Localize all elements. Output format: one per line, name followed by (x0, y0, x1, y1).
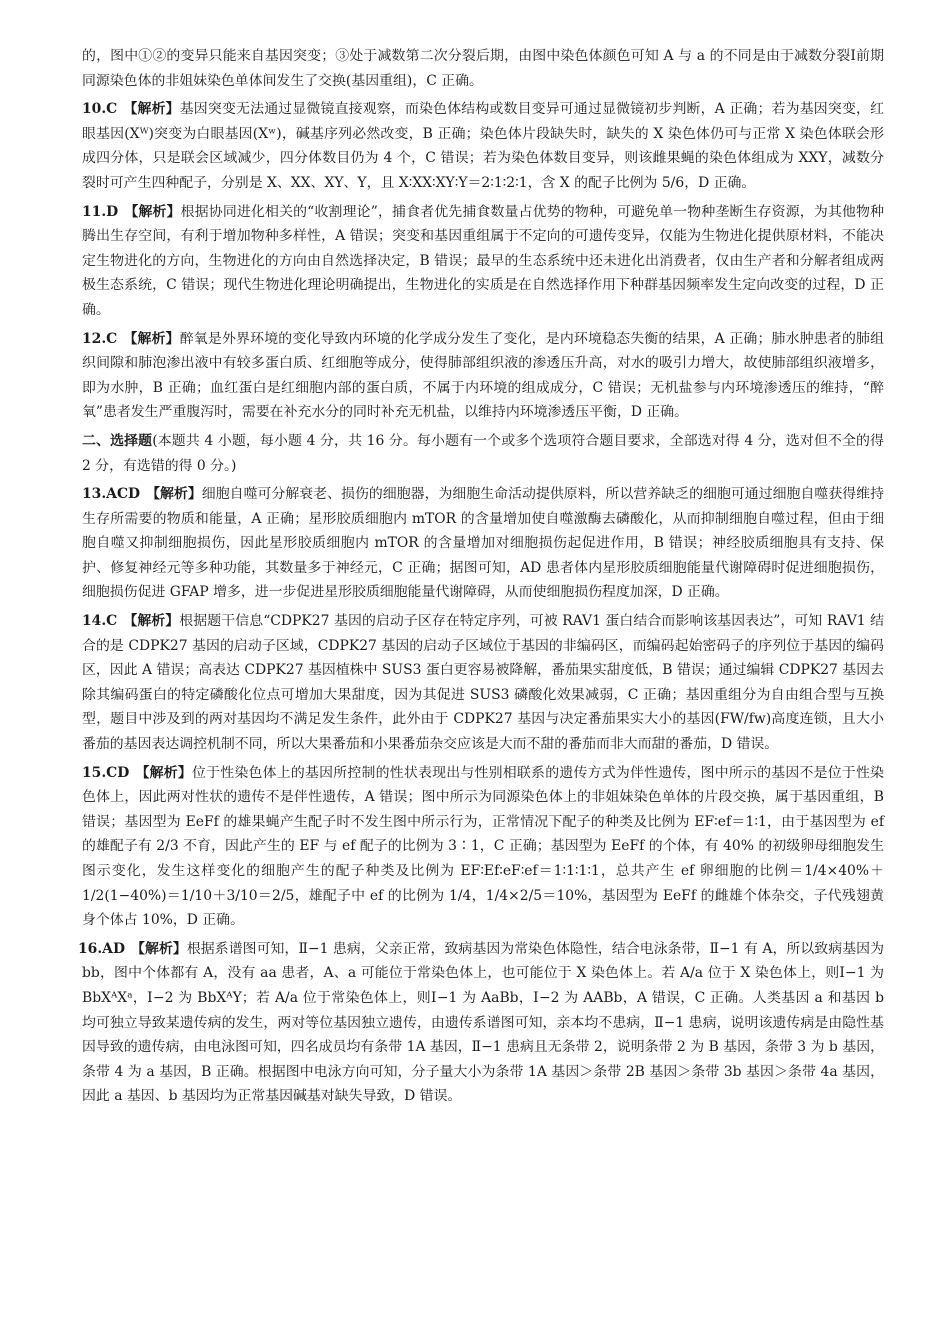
question-number: 12. (82, 330, 107, 347)
question-13 (82, 482, 884, 605)
question-number: 16. (78, 940, 103, 957)
analysis-tag: 【解析】 (123, 330, 180, 347)
question-number: 13. (82, 486, 107, 503)
analysis-text: 根据系谱图可知，Ⅱ−1 患病，父亲正常，致病基因为常染色体隐性，结合电泳条带，Ⅱ−1 有 A，所以致病基因为 bb，图中个体都有 A，没有 aa 患者，A、a 可能位于常染色体上，也可能位于 X 染色体上。若 A/a 位于 X 染色体上，则Ⅰ−1 为 BbXᴬXᵃ，Ⅰ−2 为 BbXᴬY；若 A/a 位于常染色体上，则Ⅰ−1 为 AaBb，Ⅰ−2 为 AABb，A 错误，C 正确。人类基因 a 和基因 b 均可独立导致某遗传病的发生，两对等位基因独立遗传，由遗传系谱图可知，亲本均不患病，Ⅱ−1 患病，说明该遗传病是由隐性基因导致的遗传病，由电泳图可知，四名成员均有条带 1A 基因，Ⅱ−1 患病且无条带 2，说明条带 2 为 B 基因，条带 3 为 b 基因，条带 4 为 a 基因，B 正确。根据图中电泳方向可知，分子量大小为条带 1A 基因＞条带 2B 基因＞条带 3b 基因＞条带 4a 基因，因此 a 基因、b 基因均为正常基因碱基对缺失导致，D 错误。 (82, 940, 884, 1105)
analysis-tag: 【解析】 (135, 764, 193, 781)
section-instructions: (本题共 4 小题，每小题 4 分，共 16 分。每小题有一个或多个选项符合题目要求，全部选对得 4 分，选对但不全的得 2 分，有选错的得 0 分。) (82, 432, 884, 474)
continuation-paragraph: 的，图中①②的变异只能来自基因突变；③处于减数第二次分裂后期，由图中染色体颜色可知 A 与 a 的不同是由于减数分裂Ⅰ前期同源染色体的非姐妹染色单体间发生了交换(基因重组)，C 正确。 (82, 48, 884, 89)
answer-letter: CD (106, 764, 130, 781)
analysis-text: 根据题干信息“CDPK27 基因的启动子区存在特定序列，可被 RAV1 蛋白结合而影响该基因表达”，可知 RAV1 结合的是 CDPK27 基因的启动子区域，CDPK27 基因的启动子区域位于基因的非编码区，而编码起始密码子的序列位于基因的编码区，因此 A 错误；高表达 CDPK27 基因植株中 SUS3 蛋白更容易被降解，番茄果实甜度低，B 错误；通过编辑 CDPK27 基因去除其编码蛋白的特定磷酸化位点可增加大果甜度，因为其促进 SUS3 磷酸化效果减弱，C 正确；基因重组分为自由组合型与互换型，题目中涉及到的两对基因均不满足发生条件，此外由于 CDPK27 基因与决定番茄果实大小的基因(FW/fw)高度连锁，且大小番茄的基因表达调控机制不同，所以大果番茄和小果番茄杂交应该是大而不甜的番茄而非大而甜的番茄，D 错误。 (82, 613, 884, 753)
answer-letter: C (106, 101, 118, 118)
question-14 (82, 609, 884, 757)
section-heading (82, 429, 884, 478)
answer-letter: D (106, 203, 119, 220)
question-number: 15. (82, 764, 107, 781)
question-number: 10. (82, 101, 107, 118)
answer-letter: AD (102, 940, 125, 957)
section-title: 二、选择题 (82, 432, 153, 449)
analysis-tag: 【解析】 (124, 203, 181, 220)
analysis-tag: 【解析】 (123, 613, 180, 630)
question-16 (78, 937, 884, 1109)
answer-letter: ACD (106, 486, 141, 503)
question-15 (82, 761, 884, 933)
answer-letter: C (106, 330, 118, 347)
analysis-tag: 【解析】 (131, 940, 187, 957)
analysis-tag: 【解析】 (146, 486, 202, 503)
analysis-text: 醉氧是外界环境的变化导致内环境的化学成分发生了变化，是内环境稳态失衡的结果，A 正确；肺水肿患者的肺组织间隙和肺泡渗出液中有较多蛋白质、红细胞等成分，使得肺部组织液的渗透压升高，对水的吸引力增大，故使肺部组织液增多，即为水肿，B 正确；血红蛋白是红细胞内部的蛋白质，不属于内环境的组成成分，C 错误；无机盐参与内环境渗透压的维持，“醉氧”患者发生严重腹泻时，需要在补充水分的同时补充无机盐，以维持内环境渗透压平衡，D 正确。 (82, 330, 884, 421)
question-number: 14. (82, 613, 107, 630)
question-11 (82, 200, 884, 323)
analysis-text: 基因突变无法通过显微镜直接观察，而染色体结构或数目变异可通过显微镜初步判断，A 正确；若为基因突变，红眼基因(Xᵂ)突变为白眼基因(Xʷ)，碱基序列必然改变，B 正确；染色体片段缺失时，缺失的 X 染色体仍可与正常 X 染色体联会形成四分体，只是联会区域减少，四分体数目仍为 4 个，C 错误；若为染色体数目变异，则该雌果蝇的染色体组成为 XXY，减数分裂时可产生四种配子，分别是 X、XX、XY、Y，且 X∶XX∶XY∶Y＝2∶1∶2∶1，含 X 的配子比例为 5/6，D 正确。 (82, 101, 884, 191)
question-number: 11. (82, 203, 107, 220)
analysis-text: 位于性染色体上的基因所控制的性状表现出与性别相联系的遗传方式为伴性遗传，图中所示的基因不是位于性染色体上，因此两对性状的遗传不是伴性遗传，A 错误；图中所示为同源染色体上的非姐妹染色单体的片段交换，属于基因重组，B 错误；基因型为 EeFf 的雄果蝇产生配子时不发生图中所示行为，正常情况下配子的种类及比例为 EF∶ef＝1∶1，由于基因型为 ef 的雄配子有 2/3 不育，因此产生的 EF 与 ef 配子的比例为 3∶1，C 正确；基因型为 EeFf 的个体，有 40% 的初级卵母细胞发生图示变化，发生这样变化的细胞产生的配子种类及比例为 EF∶Ef∶eF∶ef＝1∶1∶1∶1，总共产生 ef 卵细胞的比例＝1/4×40%＋1/2(1−40%)＝1/10＋3/10＝2/5，雄配子中 ef 的比例为 1/4，1/4×2/5＝10%，基因型为 EeFf 的雌雄个体杂交，子代残翅黄身个体占 10%，D 正确。 (82, 764, 884, 929)
answer-letter: C (106, 613, 118, 630)
question-10 (82, 97, 884, 195)
question-12 (82, 327, 884, 425)
analysis-text: 细胞自噬可分解衰老、损伤的细胞器，为细胞生命活动提供原料，所以营养缺乏的细胞可通过细胞自噬获得维持生存所需要的物质和能量，A 正确；星形胶质细胞内 mTOR 的含量增加使自噬激酶去磷酸化，从而抑制细胞自噬过程，但由于细胞自噬又抑制细胞损伤，因此星形胶质细胞内 mTOR 的含量增加对细胞损伤起促进作用，B 错误；神经胶质细胞具有支持、保护、修复神经元等多种功能，其数量多于神经元，C 正确；据图可知，AD 患者体内星形胶质细胞能量代谢障碍时促进细胞损伤，细胞损伤促进 GFAP 增多，进一步促进星形胶质细胞能量代谢障碍，从而使细胞损伤程度加深，D 正确。 (82, 486, 884, 601)
analysis-text: 根据协同进化相关的“收割理论”，捕食者优先捕食数量占优势的物种，可避免单一物种垄断生存资源，为其他物种腾出生存空间，有利于增加物种多样性，A 错误；突变和基因重组属于不定向的可遗传变异，仅能为生物进化提供原材料，不能决定生物进化的方向，生物进化的方向由自然选择决定，B 错误；最早的生态系统中还未进化出消费者，仅由生产者和分解者组成两极生态系统，C 错误；现代生物进化理论明确提出，生物进化的实质是在自然选择作用下种群基因频率发生定向改变的过程，D 正确。 (82, 203, 884, 318)
analysis-tag: 【解析】 (123, 101, 180, 118)
